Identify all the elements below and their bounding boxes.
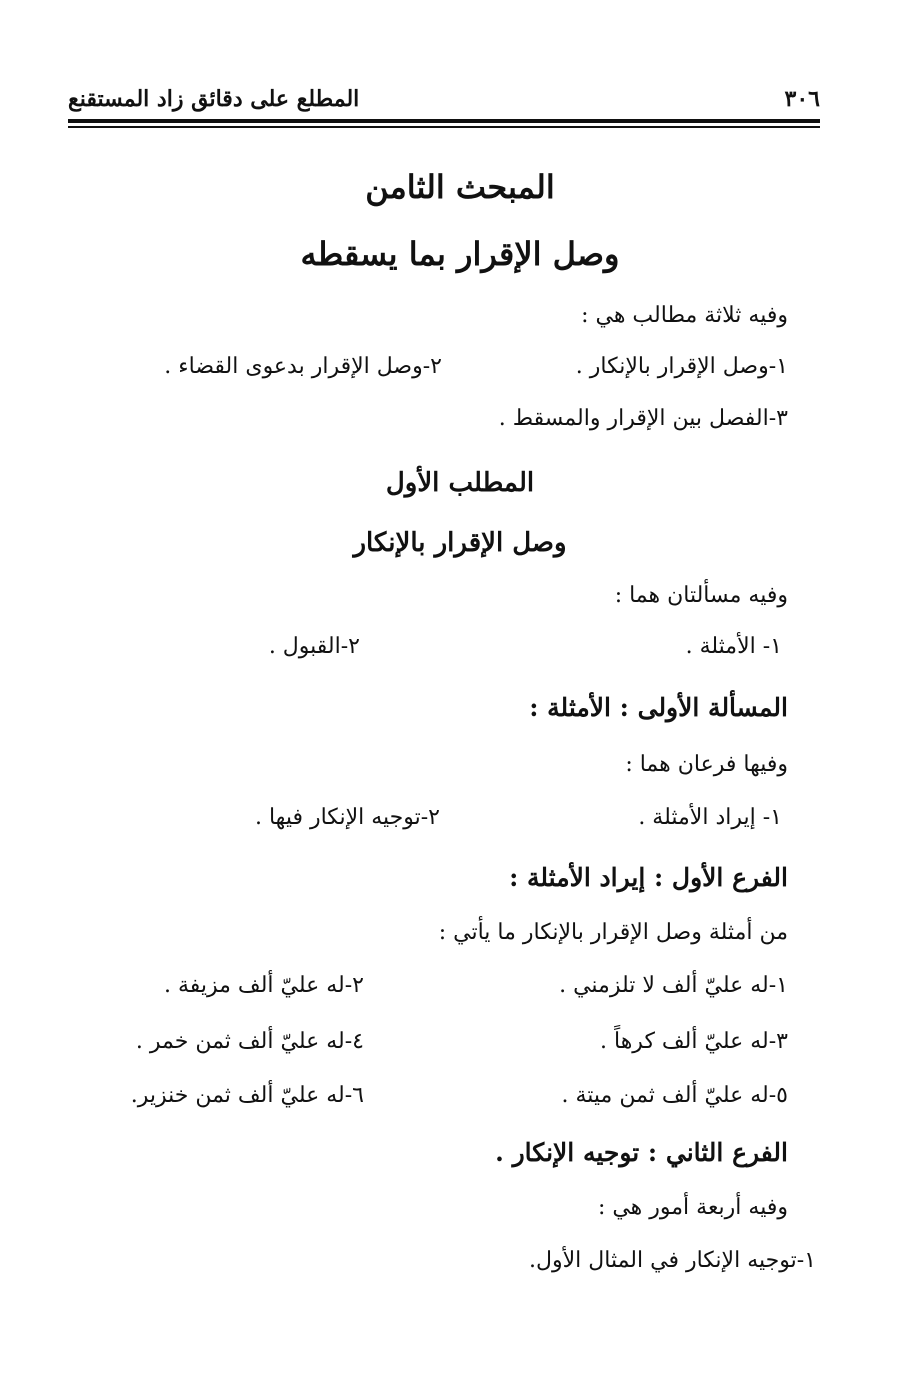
- intro-item-2: ٢-وصل الإقرار بدعوى القضاء .: [164, 354, 442, 379]
- intro-item-1: ١-وصل الإقرار بالإنكار .: [575, 354, 788, 379]
- section-lead: وفيه مسألتان هما :: [614, 583, 788, 608]
- branch2-lead: وفيه أربعة أمور هي :: [597, 1195, 788, 1220]
- page-number: ٣٠٦: [784, 86, 820, 112]
- example-6: ٦-له عليّ ألف ثمن خنزير.: [130, 1083, 364, 1108]
- issue-item-1: ١- إيراد الأمثلة .: [638, 805, 782, 830]
- issue-heading: المسألة الأولى : الأمثلة :: [529, 693, 788, 722]
- chapter-subtitle: وصل الإقرار بما يسقطه: [300, 235, 620, 273]
- branch2-heading: الفرع الثاني : توجيه الإنكار .: [495, 1138, 788, 1167]
- running-header: [68, 78, 820, 118]
- example-5: ٥-له عليّ ألف ثمن ميتة .: [561, 1083, 788, 1108]
- chapter-title: المبحث الثامن: [365, 168, 555, 206]
- section-title: المطلب الأول: [385, 468, 535, 498]
- intro-item-3: ٣-الفصل بين الإقرار والمسقط .: [498, 406, 788, 431]
- branch2-item-1: ١-توجيه الإنكار في المثال الأول.: [529, 1248, 816, 1273]
- book-title: المطلع على دقائق زاد المستقنع: [68, 86, 360, 112]
- example-2: ٢-له عليّ ألف مزيفة .: [163, 973, 364, 998]
- intro-lead: وفيه ثلاثة مطالب هي :: [581, 303, 788, 328]
- branch1-heading: الفرع الأول : إيراد الأمثلة :: [509, 863, 788, 892]
- section-item-2: ٢-القبول .: [268, 634, 360, 659]
- example-1: ١-له عليّ ألف لا تلزمني .: [559, 973, 788, 998]
- section-item-1: ١- الأمثلة .: [685, 634, 782, 659]
- issue-lead: وفيها فرعان هما :: [625, 752, 788, 777]
- branch1-lead: من أمثلة وصل الإقرار بالإنكار ما يأتي :: [438, 920, 788, 945]
- section-subtitle: وصل الإقرار بالإنكار: [353, 528, 567, 558]
- example-4: ٤-له عليّ ألف ثمن خمر .: [135, 1029, 364, 1054]
- header-rule-thick: [68, 119, 820, 123]
- issue-item-2: ٢-توجيه الإنكار فيها .: [254, 805, 440, 830]
- header-rule-thin: [68, 126, 820, 128]
- example-3: ٣-له عليّ ألف كرهاً .: [600, 1029, 788, 1054]
